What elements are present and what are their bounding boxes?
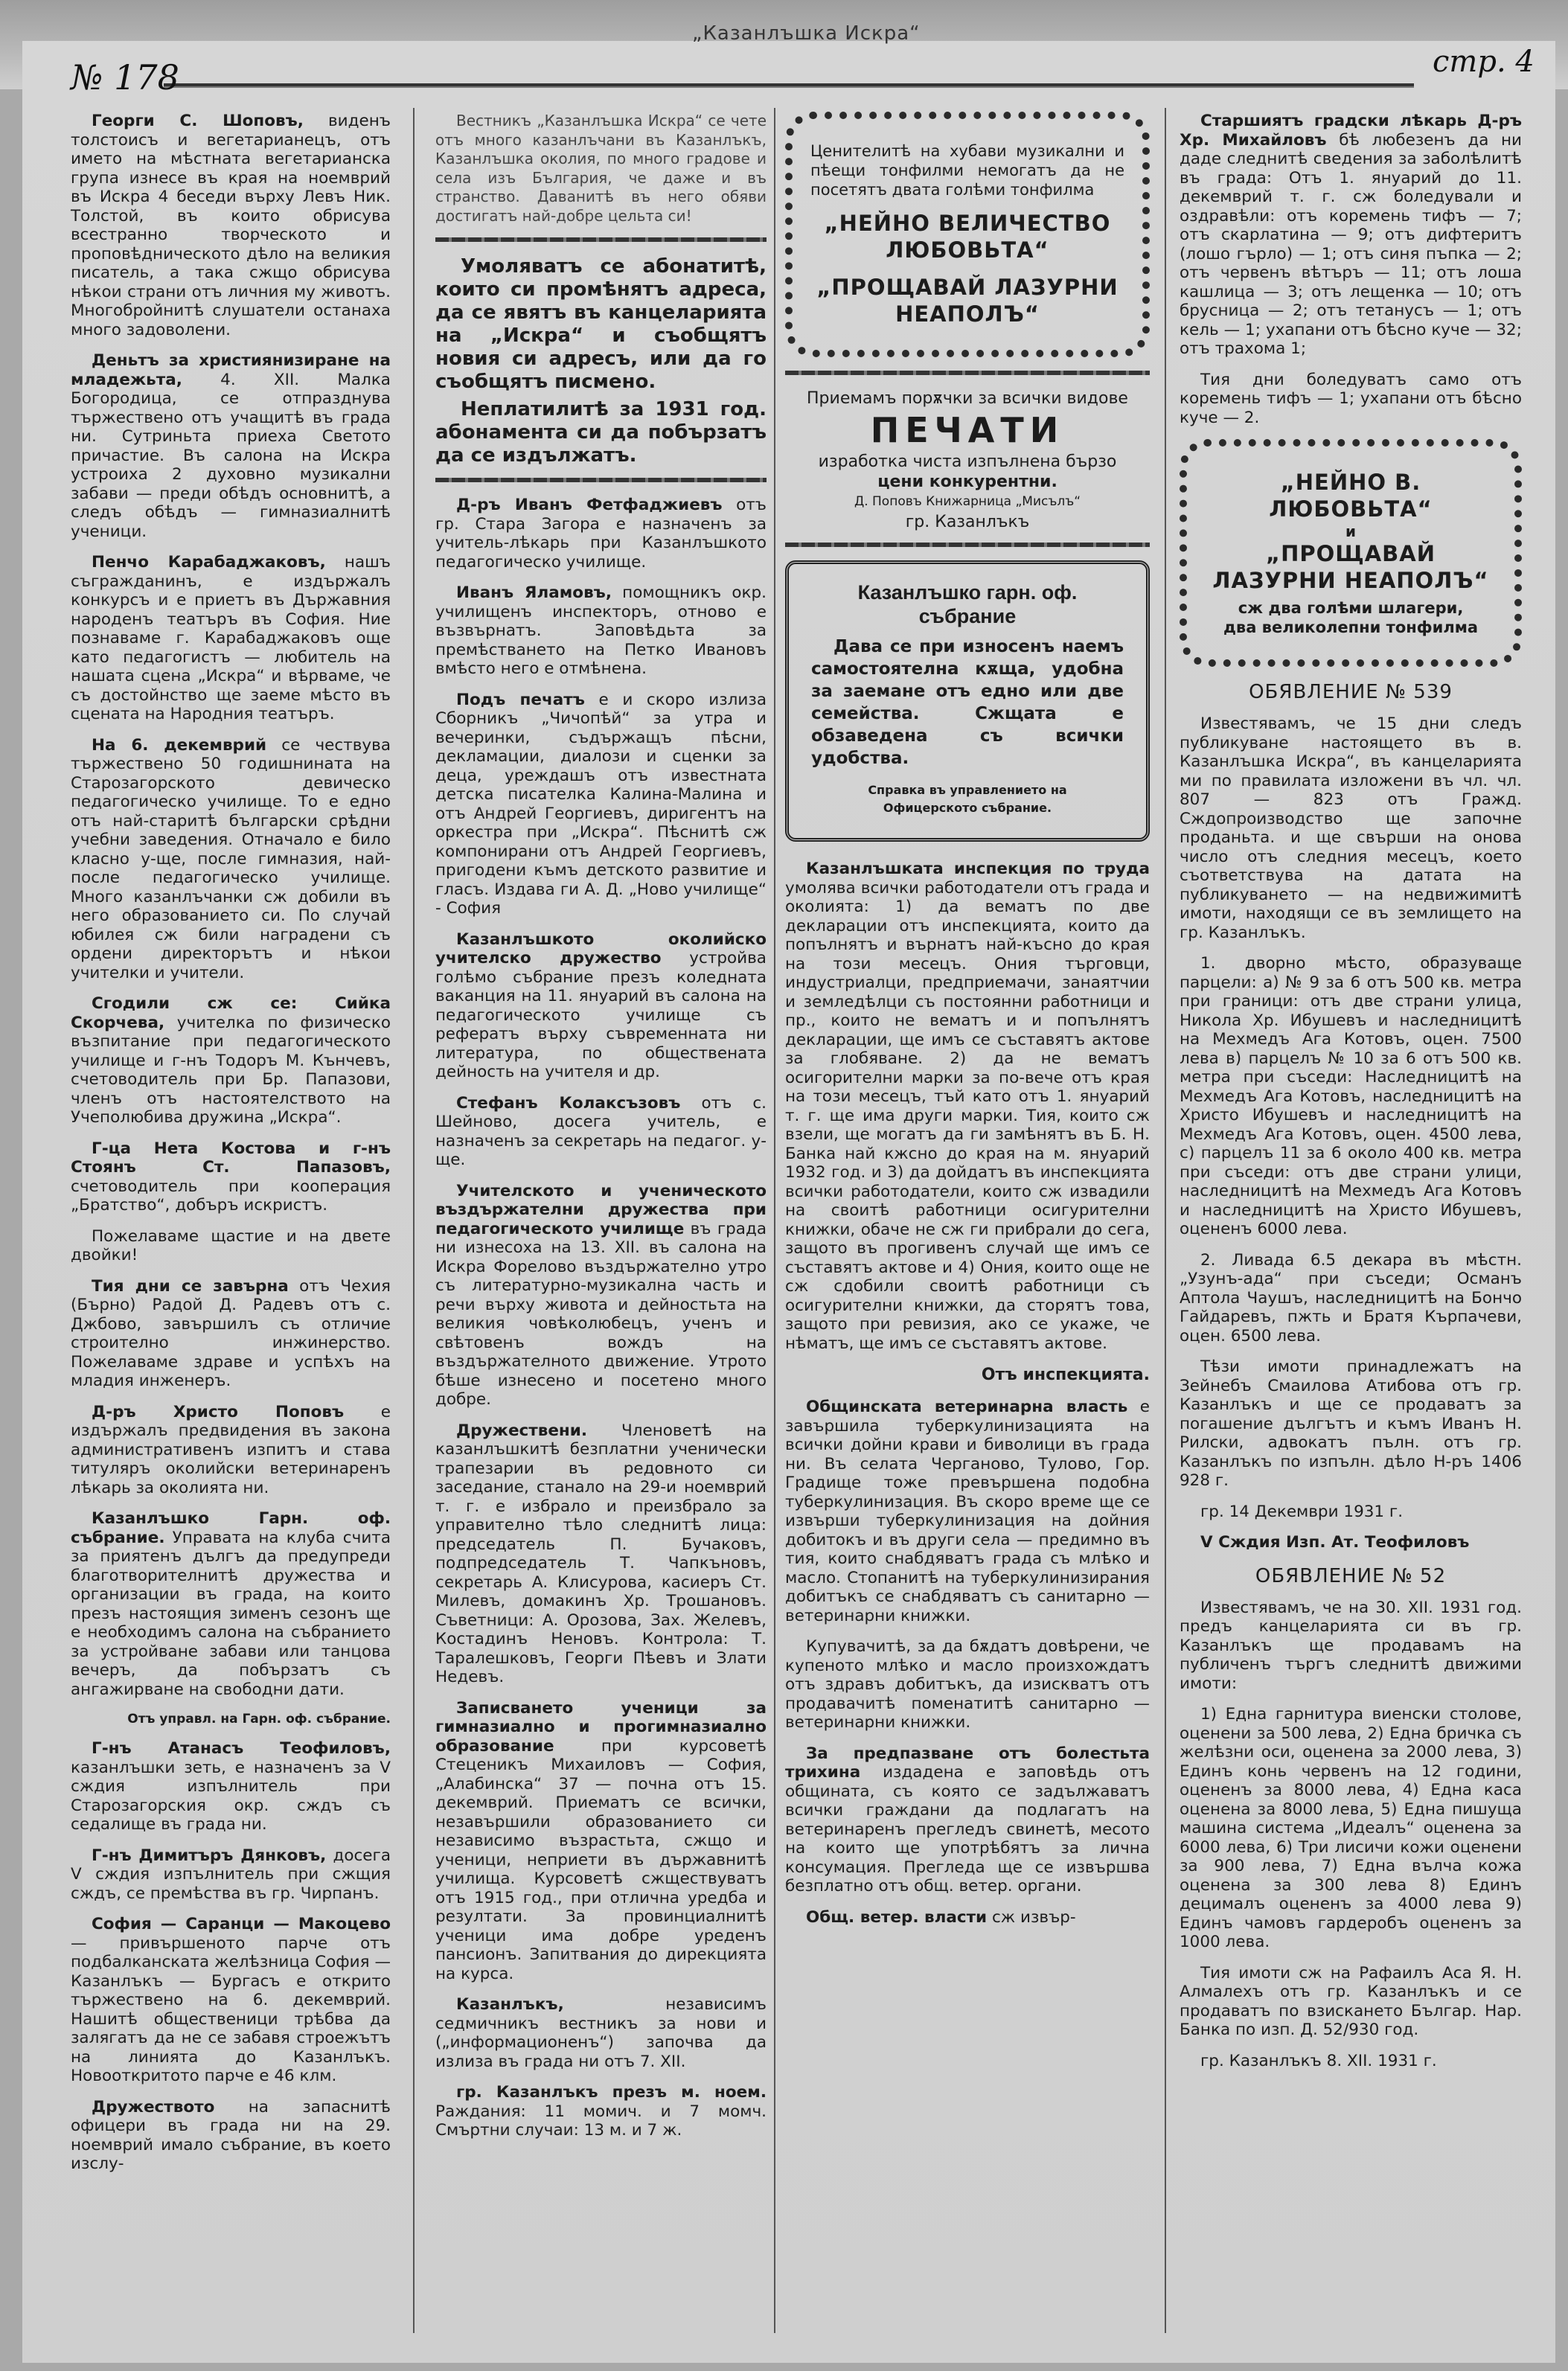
news-item	[785, 860, 1150, 1353]
news-item-lead: Подъ печатъ	[456, 690, 585, 709]
news-item-text: сж извър-	[991, 1907, 1076, 1927]
news-item-lead: Записването ученици за гимназиално и прогимназиално образование	[435, 1698, 767, 1756]
news-item-lead: Дружествени.	[456, 1421, 588, 1440]
column-2	[435, 112, 767, 2152]
unpaid-subscription-notice: Неплатилитѣ за 1931 год. абонамента си да побързатъ да се издължатъ.	[435, 398, 767, 467]
news-item	[71, 736, 391, 983]
news-item-lead: Г-нъ Димитъръ Дянковъ,	[92, 1846, 327, 1865]
column-divider	[774, 108, 775, 2333]
club-ad-title: Казанлъшко гарн. оф. събрание	[857, 581, 1078, 627]
news-item-text: Раждания: 11 момич. и 7 момч. Смъртни случаи: 13 м. и 7 ж.	[435, 2102, 767, 2140]
news-item-lead: Учителското и ученическото въздържателни дружества при педагогическото училище	[435, 1181, 767, 1238]
club-ad-body: Дава се при износенъ наемъ самостоятелна кѫща, удобна за заемане отъ едно или две семейства. Сжщата е обзаведена съ всички удобства.	[811, 637, 1124, 768]
news-item-text: казанлъшки зеть, е назначенъ за V сждия изпълнитель при Старозагорския окр. сждъ съ седалище въ града ни.	[71, 1758, 391, 1834]
news-item	[71, 1277, 391, 1391]
film-ad-and: и	[1345, 522, 1356, 540]
news-item-lead: На 6. декемврий	[92, 735, 267, 755]
separator	[435, 237, 767, 242]
news-item-lead: Георги С. Шоповъ,	[92, 112, 304, 130]
announcement-539-text: Тѣзи имоти принадлежатъ на Зейнебъ Смаилова Атибова отъ гр. Казанлъкъ и ще се продаватъ за погашение дългътъ и къмъ Иванъ Н. Рилски, адвокатъ пълн. отъ гр. Казанлъкъ по изпълн. дѣло Н-ръ 1406 928 г.	[1180, 1357, 1522, 1490]
news-item	[71, 994, 391, 1127]
news-item-lead: Тия дни се завърна	[92, 1276, 289, 1296]
address-change-notice: Умоляватъ се абонатитѣ, които си промѣнятъ адреса, да се явятъ въ канцеларията на „Искра“ и съобщятъ новия си адресъ, или да го съобщятъ писмено.	[435, 255, 767, 393]
news-item-lead: Казанлъкъ,	[456, 1995, 564, 2014]
print-ad-line: цени конкурентни.	[877, 473, 1057, 491]
announcement-539-text: 2. Ливада 6.5 декара въ мѣстн. „Узунъ-ада“ при съседи; Османъ Аптола Чаушъ, наследницитѣ на Бончо Гайдаревъ, пжть и Братя Кърпачеви, оцен. 6500 лева.	[1180, 1250, 1522, 1346]
news-item	[785, 1908, 1150, 1927]
news-item	[71, 1846, 391, 1904]
news-item-lead: Казанлъшко Гарн. оф. събрание.	[71, 1509, 391, 1547]
separator	[785, 543, 1150, 547]
news-item-text: се чествува тържествено 50 годишнината на Старозагорското девическо педагогическо училище. То е едно отъ най-старитѣ български срѣдни учебни заведения. Отначало е било класно у-ще, после гимназия, най-после педагогическо училище. Много казанлъчанки сж добили въ него образованието си. По случай юбилея сж били наградени съ ордени директорътъ и нѣкои учителки и учители.	[71, 735, 391, 982]
news-item-lead: Г-нъ Атанасъ Теофиловъ,	[92, 1739, 391, 1758]
announcement-52-title: ОБЯВЛЕНИЕ № 52	[1255, 1564, 1447, 1587]
film-title: „НЕЙНО ВЕЛИЧЕСТВО ЛЮБОВЬТА“	[824, 211, 1111, 263]
news-item-text: при курсоветѣ Стеценикъ Михаиловъ — София, „Алабинска“ 37 — почна отъ 15. декемврий. Приематъ се всички, незавършили образованието си независимо възрастьта, сжщо и ученици, неприети въ държавнитѣ училища. Курсоветѣ сжществуватъ отъ 1915 год., при отлична уредба и резултати. За провинциалнитѣ ученици има добре уреденъ пансионъ. Запитвания до дирекцията на курса.	[435, 1736, 767, 1983]
news-item-lead: Сгодили сж се: Сийка Скорчева,	[71, 994, 391, 1032]
film-ad-lead: Ценителитѣ на хубави музикални и пѣещи тонфилми немогатъ да не посетятъ двата голѣми тонфилма	[810, 142, 1124, 199]
officers-club-advertisement	[785, 560, 1150, 842]
column-2-news	[435, 496, 767, 2140]
news-item-lead: Д-ръ Иванъ Фетфаджиевъ	[456, 496, 723, 514]
news-item	[785, 1637, 1150, 1732]
film-title: „ПРОЩАВАЙ ЛАЗУРНИ НЕАПОЛЪ“	[816, 275, 1119, 327]
announcement-52-date: гр. Казанлъкъ 8. XII. 1931 г.	[1200, 2051, 1437, 2070]
news-item-text: — привършеното парче отъ подбалканската желѣзница София — Казанлъкъ — Бургасъ е открито тържествено на 6. декемврий. Нашитѣ общественици трѣбва да залягатъ да не се забавя строежътъ на линията до Казанлъкъ. Новооткритото парче е 46 клм.	[71, 1933, 391, 2085]
news-item-lead: София — Саранци — Макоцево	[92, 1915, 391, 1933]
news-item	[435, 1182, 767, 1410]
announcement-539-signature: V Сждия Изп. Ат. Теофиловъ	[1200, 1533, 1470, 1552]
print-shop-advertisement	[785, 388, 1150, 532]
column-divider	[413, 108, 415, 2333]
doctor-report	[1180, 112, 1522, 359]
news-item-lead: Казанлъшката инспекция по труда	[806, 860, 1150, 878]
news-item-text: помощникъ окр. училищенъ инспекторъ, отново е възвърнатъ. Заповѣдьта за премѣстването на Петко Ивановъ вмѣсто него е отмѣнена.	[435, 583, 767, 678]
news-item-lead: Общинската ветеринарна власть	[806, 1398, 1128, 1416]
news-item-text: Управата на клуба счита за приятенъ дългъ да предупреди благотворителнитѣ дружества и организации въ града, на които презъ настоящия зименъ сезонъ ще е необходимъ салона на събранието за устройване забави или танцова вечеръ, да побързатъ съ ангажирване на свободни дати.	[71, 1528, 391, 1699]
separator	[785, 371, 1150, 375]
news-item-lead: Иванъ Яламовъ,	[456, 583, 612, 602]
announcement-52-text: Известявамъ, че на 30. XII. 1931 год. предъ канцеларията си въ гр. Казанлъкъ ще продавамъ на публиченъ търгъ следнитѣ движими имоти:	[1180, 1598, 1522, 1693]
news-item-text: Членоветѣ на казанлъшкитѣ безплатни ученически трапезарии въ редовното си заседание, станало на 29-и ноемврий т. г. е избрало и преизбрало за управително тѣло следнитѣ лица: председатель П. Бучаковъ, подпредседатель Т. Чапкъновъ, секретарь А. Клисурова, касиеръ Ст. Милевъ, домакинъ Хр. Трошановъ. Съветници: А. Орозова, Зах. Желевъ, Костадинъ Неновъ. Контрола: Т. Таралешковъ, Георги Пѣевъ и Злати Недевъ.	[435, 1421, 767, 1686]
news-item	[71, 1509, 391, 1699]
print-ad-city: гр. Казанлъкъ	[905, 513, 1030, 531]
news-item-lead: Д-ръ Христо Поповъ	[92, 1402, 345, 1421]
announcement-539-text: 1. дворно мѣсто, образуваще парцели: а) № 9 за 6 отъ 500 кв. метра при граници: отъ две страни улица, Никола Хр. Ибушевъ и наследницитѣ на Мехмедъ Ага Котовъ, оцен. 7500 лева в) парцелъ № 10 за 6 отъ 500 кв. метра при съседи: Наследницитѣ на Мехмедъ Ага Котовъ, наследницитѣ на Христо Ибушевъ и наследницитѣ на Мехмедъ Ага Котовъ, оцен. 4500 лева, с) парцелъ 11 за 6 около 400 кв. метра при съседи: отъ две страни улици, наследницитѣ на Мехмедъ Ага Котовъ и наследницитѣ на Христо Ибушевъ, оцененъ 6000 лева.	[1180, 954, 1522, 1238]
news-item-text: отъ с. Шейново, досега учитель, е назначенъ за секретарь на педагог. у-ще.	[435, 1093, 767, 1169]
news-item-lead: За предпазване отъ болестьта трихина	[785, 1744, 1150, 1782]
news-item-text: досега V сждия изпълнитель при сжщия сждъ, се премѣства въ гр. Чирпанъ.	[71, 1846, 391, 1903]
news-item-text: нашъ съгражданинъ, е издържалъ конкурсъ и е приетъ въ Държавния народенъ театъръ въ София. Ние познаваме г. Карабаджаковъ още като педагогистъ — любитель на нашата сцена „Искра“ и вѣрваме, че съ достойнство ще заеме мѣсто въ сцената на Народния театъръ.	[71, 553, 391, 723]
column-divider	[1165, 108, 1166, 2333]
news-item-lead: Общ. ветер. власти	[806, 1907, 988, 1927]
film-ad-tail: сж два голѣми шлагери,	[1238, 599, 1464, 617]
news-item-text: отъ гр. Стара Загора е назначенъ за учитель-лѣкарь при Казанлъшкото педагогическо училище.	[435, 496, 767, 572]
news-item-text: въ града ни изнесоха на 13. XII. въ салона на Искра Форелово въздържателно утро съ литературно-музикална часть и речи върху живота и дейностьта на великия човѣколюбецъ, ученъ и свѣтовенъ вождъ на въздържателното движение. Утрото бѣше изнесено и посетено много добре.	[435, 1219, 767, 1409]
column-3-news	[785, 860, 1150, 1927]
column-1	[71, 112, 391, 2186]
print-ad-headline: ПЕЧАТИ	[870, 410, 1065, 450]
film-title: „НЕЙНО В. ЛЮБОВЬТА“	[1269, 470, 1433, 522]
news-item-text: е издържалъ предвидения въ закона административенъ изпитъ и става титуляръ околийски ветеринаренъ лѣкарь за околията ни.	[71, 1402, 391, 1497]
news-item	[785, 1398, 1150, 1625]
doctor-report-lead: Старшиятъ градски лѣкарь Д-ръ Хр. Михайловъ	[1180, 112, 1522, 150]
news-item-text: устройва голѣмо събрание презъ коледната ваканция на 11. януарий въ салона на педагогическото училище съ рефератъ върху съвременната ни литература, по обществената дейность на учителя и др.	[435, 949, 767, 1081]
news-item	[435, 1699, 767, 1984]
club-signature: Отъ управл. на Гарн. оф. събрание.	[127, 1712, 391, 1727]
news-item	[435, 1995, 767, 2071]
film-ad-tail: два великолепни тонфилма	[1223, 618, 1479, 636]
news-item-text: независимъ седмичникъ вестникъ за нови и („информационенъ“) започва да излиза въ града ни отъ 7. XII.	[435, 1995, 767, 2071]
newspaper-title: „Казанлъшка Искра“	[692, 22, 921, 45]
news-item-lead: Стефанъ Колаксъзовъ	[456, 1093, 681, 1113]
page-number: стр. 4	[1433, 45, 1535, 79]
inspection-signature: Отъ инспекцията.	[981, 1366, 1150, 1384]
news-item	[435, 930, 767, 1082]
club-ad-footer: Справка въ управлението на	[868, 783, 1067, 797]
news-item	[435, 2083, 767, 2140]
news-item-text: виденъ толстоисъ и вегетарианецъ, отъ името на мѣстната вегетарианска група изнесе въ края на ноемврий въ Искра 4 беседи върху Левъ Ник. Толстой, въ които обрисува всестранно творческото и проповѣдническото дѣло на великия писатель, а така сжщо обрисува нѣкои страни отъ личния му животъ. Многобройнитѣ слушатели останаха много задоволени.	[71, 112, 391, 339]
announcement-52-text: Тия имоти сж на Рафаилъ Аса Я. Н. Алмалехъ отъ гр. Казанлъкъ и се продаватъ по взискането Българ. Нар. Банка по изп. Д. 52/930 год.	[1180, 1963, 1522, 2039]
doctor-report-current: Тия дни боледуватъ само отъ коремень тифъ — 1; ухапани отъ бѣсно куче — 2.	[1180, 370, 1522, 427]
news-item-text: 4. XII. Малка Богородица, се отпразднува тържествено отъ учащитѣ въ града ни. Сутриньта приеха Светото причастие. Въ салона на Искра устроиха 2 духовно музикални забави — преди обѣдъ основнитѣ, а следъ обѣдъ — гимназиалнитѣ ученици.	[71, 370, 391, 541]
news-item	[71, 1227, 391, 1265]
column-3	[785, 112, 1150, 1939]
news-item	[71, 112, 391, 339]
film-advertisement	[785, 112, 1150, 357]
news-item-lead: Деньтъ за християнизиране на младежьта,	[71, 351, 391, 389]
newspaper-promo: Вестникъ „Казанлъшка Искра“ се чете отъ много казанлъчани въ Казанлъкъ, Казанлъшка околия, по много градове и села изъ България, че даже и въ странство. Даванитѣ въ него обяви достигатъ най-добре цельта си!	[435, 112, 767, 225]
news-item-lead: гр. Казанлъкъ презъ м. ноем.	[456, 2083, 767, 2102]
issue-number: № 178	[71, 57, 179, 97]
header-rule	[164, 83, 1414, 88]
news-item-lead: Дружеството	[92, 2097, 215, 2116]
news-item-text: на запаснитѣ офицери въ града ни на 29. ноемврий имало събрание, въ което изслу-	[71, 2097, 391, 2173]
news-item-text: учителка по физическо възпитание при педагогическото училище и г-нъ Тодоръ М. Кънчевъ, счетоводитель при Бр. Папазови, членъ отъ настоятелството на Учеполюбива дружина „Искра“.	[71, 1013, 391, 1127]
announcement-539-date: гр. 14 Декември 1931 г.	[1200, 1502, 1404, 1521]
club-ad-footer: Офицерското събрание.	[883, 801, 1052, 815]
news-item	[71, 2098, 391, 2174]
subscriber-notice	[435, 255, 767, 467]
film-title: „ПРОЩАВАЙ ЛАЗУРНИ НЕАПОЛЪ“	[1212, 541, 1489, 593]
news-item	[435, 583, 767, 679]
news-item	[785, 1744, 1150, 1896]
announcement-539-title: ОБЯВЛЕНИЕ № 539	[1249, 681, 1453, 703]
announcement-539-text: Известявамъ, че 15 дни следъ публикуване настоящето въ в. Казанлъшка Искра“, въ канцеларията ми по правилата изложени въ чл. чл. 807 — 823 отъ Гражд. Сждопроизводство ще започне проданьта. и ще свърши на онова число отъ следния месецъ, което съответствува на датата на публикуването — на недвижимитѣ имоти, находящи се въ землището на гр. Казанлъкъ.	[1180, 714, 1522, 942]
news-item-text: умолява всички работодатели отъ града и околията: 1) да вематъ по две декларации отъ инспекцията, които да попълнятъ и върнатъ най-късно до края на този месецъ. Ония търговци, индустриалци, предприемачи, занаятчии и земледѣлци съ постоянни работници и пр., които не вематъ и и попълнятъ декларации, ще имъ се съставятъ актове за глобяване. 2) да не вематъ осигорителни марки за по-вече отъ края на този месецъ, тъй като отъ 1. януарий т. г. ще има други марки. Тия, които сж взели, ще могатъ да ги замѣнятъ въ Б. Н. Банка най кжсно до края на м. януарий 1932 год. и 3) да дойдатъ въ инспекцията всички работодатели, които сж извадили на своитѣ работници осигурителни книжки, обаче не сж ги прибрали до сега, защото въ прогивенъ случай ще имъ се съставятъ актове и 4) Ония, които още не сж сдобили своитѣ работници съ осигурителни книжки, да сторятъ това, защото при ревизия, ако се укаже, че нѣматъ, ще имъ се съставятъ актове.	[785, 878, 1150, 1353]
news-item-text: издадена е заповѣдь отъ общината, съ която се задължаватъ всички граждани да подлагатъ на ветеринаренъ прегледъ свинетѣ, месото на които ще употрѣбятъ за лична консумация. Прегледа ще се извършва безплатно отъ общ. ветер. органи.	[785, 1763, 1150, 1895]
news-item	[71, 1139, 391, 1215]
news-item-text: счетоводитель при кооперация „Братство“, добъръ искристъ.	[71, 1177, 391, 1215]
news-item-text: е завършила туберкулинизацията на всички дойни крави и биволици въ града ни. Въ селата Черганово, Тулово, Гор. Градище тоже превършена подобна туберкулинизация. Въ скоро време ще се извърши туберкулинизация на дойния добитокъ и въ други села — предимно въ тия, които снабдяватъ града съ млѣко и масло. Стопанитѣ на туберкулинизирания добитъкъ се снабдяватъ съ санитарно — ветеринарни книжки.	[785, 1398, 1150, 1625]
print-ad-shop: Д. Поповъ Книжарница „Мисълъ“	[854, 494, 1081, 509]
separator	[435, 478, 767, 482]
news-item-lead: Г-ца Нета Костова и г-нъ Стоянъ Ст. Папазовъ,	[71, 1139, 391, 1177]
column-4	[1180, 112, 1522, 2082]
news-item	[71, 553, 391, 724]
news-item	[435, 1094, 767, 1170]
news-item-text: Пожелаваме щастие и на двете двойки!	[71, 1226, 391, 1264]
film-advertisement-2	[1180, 439, 1522, 667]
announcement-52-text: 1) Една гарнитура виенски столове, оценени за 500 лева, 2) Една бричка съ желѣзни оси, оценена за 2000 лева, 3) Единъ конь червенъ на 12 години, оцененъ за 8000 лева, 4) Една каса оценена за 8000 лева, 5) Една пишуща машина система „Идеалъ“ оценена за 6000 лева, 6) Три лисичи кожи оценени за 900 лева, 7) Една вълча кожа оценена за 300 лева 8) Единъ децималъ оцененъ за 4000 лева 9) Единъ чамовъ гардеробъ оцененъ за 1000 лева.	[1180, 1705, 1522, 1951]
news-item-text: е и скоро излиза Сборникъ „Чичопѣй“ за утра и вечеринки, съдържащъ пѣсни, декламации, диалози и сценки за деца, уреждашъ отъ известната детска писателка Калина-Малина и отъ Андрей Георгиевъ, диригентъ на оркестра при „Искра“. Пѣснитѣ сж компонирани отъ Андрей Георгиевъ, пригодени къмъ детското развитие и гласъ. Издава ги А. Д. „Ново училище“ - София	[435, 690, 767, 918]
print-ad-line: Приемамъ порѫчки за всички видове	[807, 389, 1128, 408]
print-ad-line: изработка чиста изпълнена бързо	[818, 452, 1117, 471]
news-item	[435, 496, 767, 572]
doctor-report-text: бѣ любезенъ да ни даде следнитѣ сведения за заболѣлитѣ въ града: Отъ 1. януарий до 11. декемврий т. г. сж боледували и оздравѣли: отъ коремень тифъ — 7; отъ скарлатина — 9; отъ дифтеритъ (лошо гърло) — 1; отъ синя пъпка — 2; отъ червенъ вѣтъръ — 11; отъ лоша кашлица — 3; отъ лещенка — 10; отъ брусница — 2; отъ тетанусъ — 1; отъ кель — 1; ухапани отъ бѣсно куче — 32; отъ трахома 1;	[1180, 130, 1522, 358]
news-item-text: Купувачитѣ, за да бѫдатъ довѣрени, че купеното млѣко и масло произхождатъ отъ здравъ добитъкъ, да изискватъ отъ продавачитѣ поменатитѣ санитарно — ветеринарни книжки.	[785, 1637, 1150, 1732]
news-item	[435, 691, 767, 918]
news-item	[71, 1403, 391, 1498]
news-item	[71, 1739, 391, 1834]
news-item-text: отъ Чехия (Бърно) Радой Д. Радевъ отъ с. Джбово, завършилъ съ отличие строително инжинерство. Пожелаваме здраве и успѣхъ на младия инженеръ.	[71, 1276, 391, 1390]
news-item	[71, 351, 391, 541]
news-item	[435, 1421, 767, 1687]
news-item-lead: Казанлъшкото околийско учителско дружество	[435, 929, 767, 967]
news-item-lead: Пенчо Карабаджаковъ,	[92, 553, 326, 572]
news-item	[71, 1915, 391, 2086]
